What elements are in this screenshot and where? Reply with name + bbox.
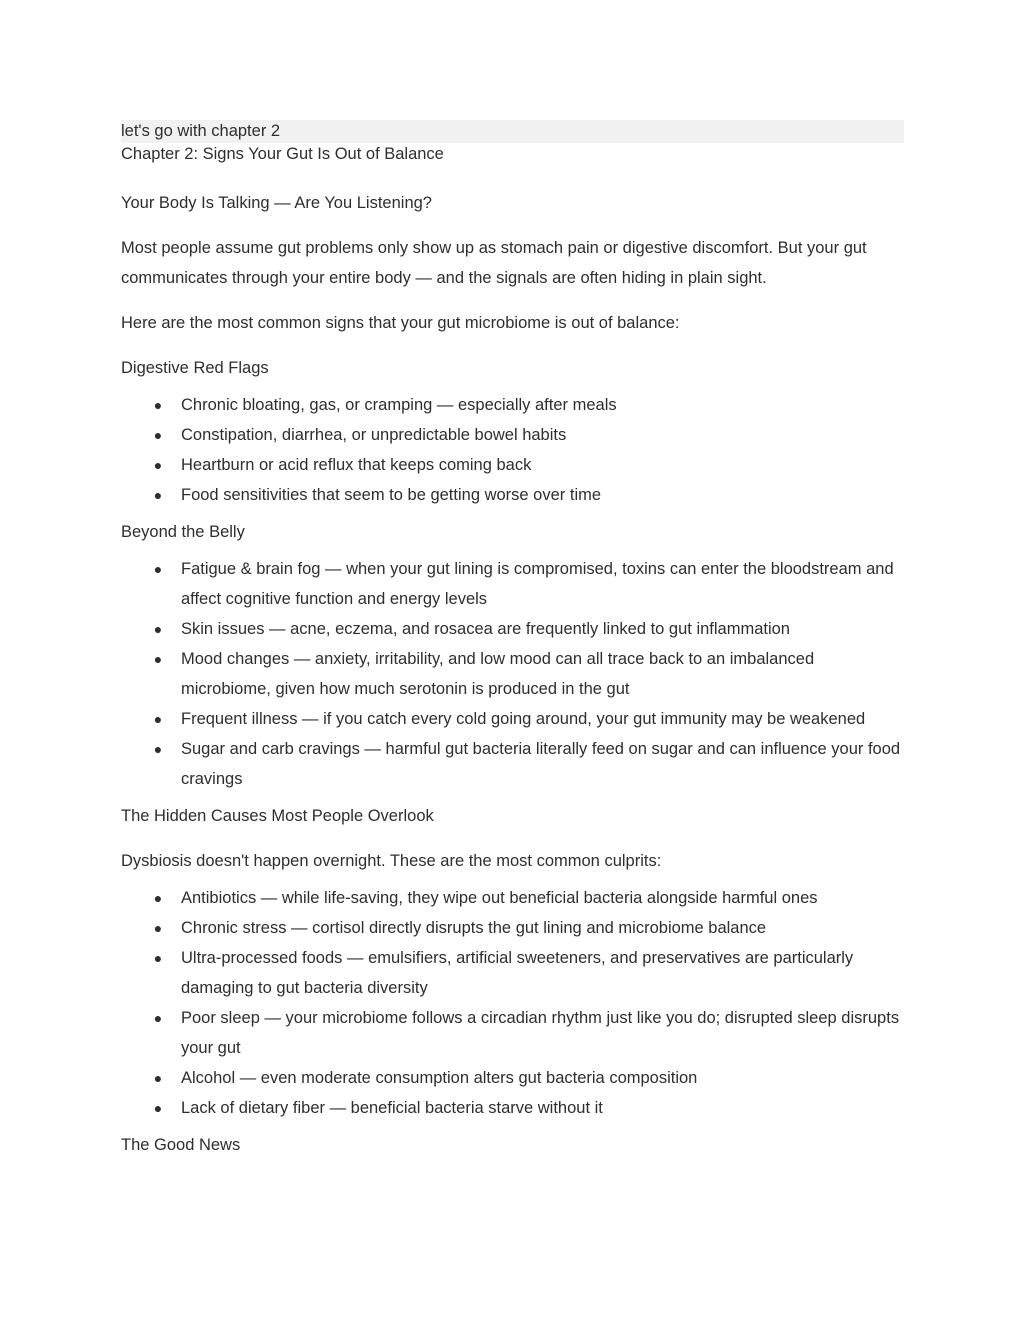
chapter-subtitle: Your Body Is Talking — Are You Listening? — [121, 194, 432, 212]
section-heading-causes: The Hidden Causes Most People Overlook — [121, 807, 434, 825]
bullet-list-digestive — [121, 390, 904, 510]
list-item — [121, 554, 904, 614]
intro-paragraph: Here are the most common signs that your gut microbiome is out of balance: — [121, 314, 680, 332]
list-item — [121, 913, 904, 943]
list-item-text: Sugar and carb cravings — harmful gut bacteria literally feed on sugar and can influence your food cravings — [181, 740, 901, 788]
document-page — [121, 120, 904, 1175]
list-item-text: Mood changes — anxiety, irritability, and low mood can all trace back to an imbalanced microbiome, given how much serotonin is produced in the gut — [181, 650, 815, 698]
bullet-icon: ● — [153, 741, 163, 757]
list-item-text: Frequent illness — if you catch every cold going around, your gut immunity may be weakened — [181, 710, 866, 728]
bullet-icon: ● — [153, 1100, 163, 1116]
list-item — [121, 450, 904, 480]
list-item — [121, 734, 904, 794]
list-item — [121, 704, 904, 734]
list-item — [121, 1093, 904, 1123]
list-item-text: Fatigue & brain fog — when your gut lining is compromised, toxins can enter the bloodstream and affect cognitive function and energy levels — [181, 560, 894, 608]
intro-paragraph: Most people assume gut problems only show up as stomach pain or digestive discomfort. But your gut communicates through your entire body — and the signals are often hiding in plain sight. — [121, 239, 867, 287]
list-item-text: Chronic stress — cortisol directly disrupts the gut lining and microbiome balance — [181, 919, 767, 937]
list-item-text: Alcohol — even moderate consumption alters gut bacteria composition — [181, 1069, 698, 1087]
list-item — [121, 614, 904, 644]
list-item-text: Lack of dietary fiber — beneficial bacteria starve without it — [181, 1099, 603, 1117]
list-item — [121, 390, 904, 420]
bullet-icon: ● — [153, 1070, 163, 1086]
bullet-icon: ● — [153, 561, 163, 577]
bullet-list-causes — [121, 883, 904, 1123]
list-item-text: Constipation, diarrhea, or unpredictable bowel habits — [181, 426, 567, 444]
list-item-text: Food sensitivities that seem to be getting worse over time — [181, 486, 602, 504]
bullet-icon: ● — [153, 427, 163, 443]
user-prompt: let's go with chapter 2 — [121, 120, 904, 143]
list-item-text: Heartburn or acid reflux that keeps coming back — [181, 456, 532, 474]
bullet-icon: ● — [153, 920, 163, 936]
list-item — [121, 420, 904, 450]
bullet-icon: ● — [153, 711, 163, 727]
bullet-icon: ● — [153, 950, 163, 966]
list-item — [121, 943, 904, 1003]
list-item-text: Ultra-processed foods — emulsifiers, artificial sweeteners, and preservatives are particularly damaging to gut bacteria diversity — [181, 949, 854, 997]
list-item-text: Skin issues — acne, eczema, and rosacea are frequently linked to gut inflammation — [181, 620, 790, 638]
list-item — [121, 644, 904, 704]
bullet-icon: ● — [153, 1010, 163, 1026]
bullet-icon: ● — [153, 651, 163, 667]
bullet-list-beyond — [121, 554, 904, 794]
bullet-icon: ● — [153, 621, 163, 637]
list-item-text: Poor sleep — your microbiome follows a circadian rhythm just like you do; disrupted sleep disrupts your gut — [181, 1009, 900, 1057]
list-item-text: Chronic bloating, gas, or cramping — especially after meals — [181, 396, 617, 414]
list-item — [121, 480, 904, 510]
chapter-title: Chapter 2: Signs Your Gut Is Out of Balance — [121, 145, 444, 163]
section-heading-good-news: The Good News — [121, 1136, 241, 1154]
list-item — [121, 883, 904, 913]
list-item-text: Antibiotics — while life-saving, they wipe out beneficial bacteria alongside harmful ones — [181, 889, 818, 907]
list-item — [121, 1003, 904, 1063]
bullet-icon: ● — [153, 487, 163, 503]
bullet-icon: ● — [153, 397, 163, 413]
list-item — [121, 1063, 904, 1093]
bullet-icon: ● — [153, 457, 163, 473]
section-heading-digestive: Digestive Red Flags — [121, 359, 269, 377]
section-heading-beyond: Beyond the Belly — [121, 523, 245, 541]
bullet-icon: ● — [153, 890, 163, 906]
causes-intro: Dysbiosis doesn't happen overnight. These are the most common culprits: — [121, 852, 662, 870]
